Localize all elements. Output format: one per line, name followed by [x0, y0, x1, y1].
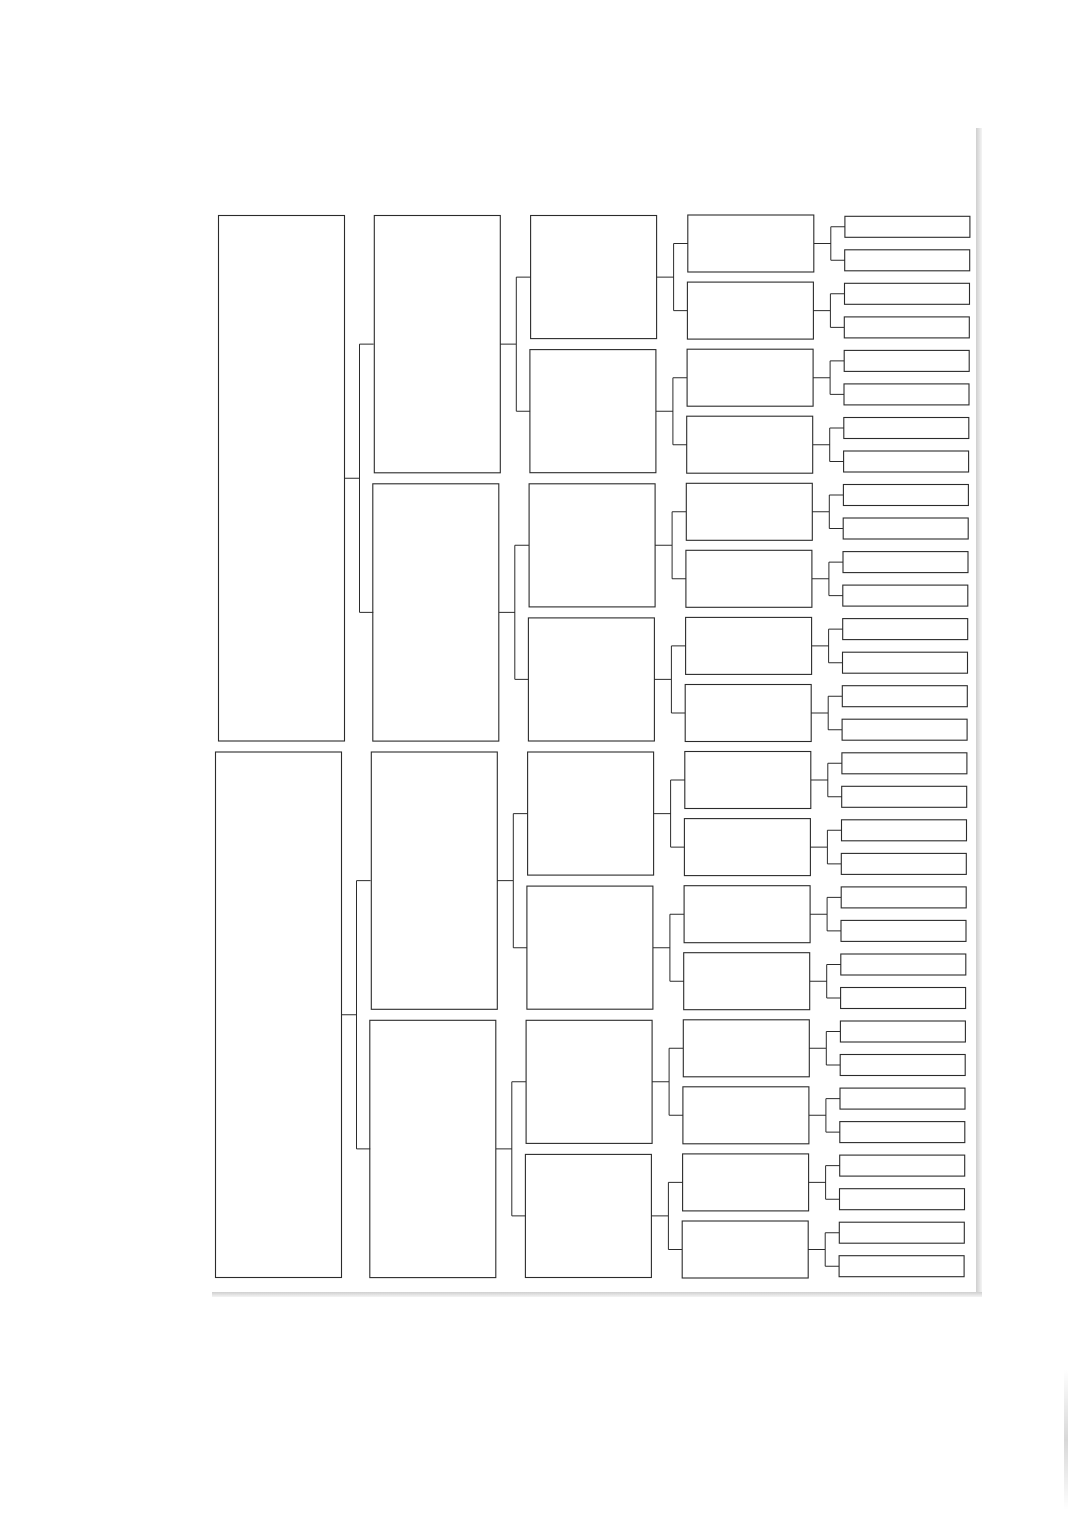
person-box-gen5-25	[840, 1021, 965, 1042]
person-box-gen5-31	[839, 1222, 964, 1243]
person-box-gen5-20	[841, 853, 966, 874]
person-box-gen4-3	[687, 349, 813, 406]
connector-gen4-14	[809, 1099, 840, 1133]
person-box-gen3-8	[525, 1154, 651, 1277]
person-box-gen4-8	[685, 685, 811, 742]
person-box-gen5-3	[845, 283, 970, 304]
person-box-gen5-18	[842, 786, 967, 807]
person-box-gen4-1	[688, 215, 814, 272]
connector-gen4-10	[810, 830, 841, 864]
person-box-gen5-12	[843, 585, 968, 606]
connector-gen4-3	[813, 361, 844, 395]
connector-gen3-6	[653, 914, 684, 981]
person-box-gen5-24	[841, 988, 966, 1009]
person-box-gen5-32	[839, 1256, 964, 1277]
person-box-gen5-6	[844, 384, 969, 405]
person-box-gen2-2	[373, 484, 499, 741]
person-box-gen5-19	[842, 820, 967, 841]
person-box-gen4-10	[684, 819, 810, 876]
person-box-gen5-27	[840, 1088, 965, 1109]
person-box-gen5-2	[845, 250, 970, 271]
person-box-gen5-21	[841, 887, 966, 908]
person-box-gen5-13	[843, 619, 968, 640]
person-box-gen2-1	[374, 216, 500, 473]
connector-gen2-2	[499, 545, 529, 679]
person-box-gen5-5	[844, 350, 969, 371]
connector-gen3-1	[657, 244, 688, 311]
connector-gen3-7	[652, 1048, 683, 1115]
connector-gen1-1	[345, 344, 374, 612]
person-box-gen5-15	[842, 686, 967, 707]
person-box-gen3-3	[529, 484, 655, 607]
connector-gen4-12	[810, 965, 841, 999]
connector-gen1-2	[342, 881, 371, 1149]
person-box-gen3-2	[530, 350, 656, 473]
person-box-gen5-10	[843, 518, 968, 539]
connector-gen4-15	[809, 1166, 840, 1200]
connector-gen3-3	[655, 512, 686, 579]
person-box-gen4-15	[683, 1154, 809, 1211]
person-box-gen3-1	[531, 216, 657, 339]
person-box-gen4-16	[682, 1221, 808, 1278]
connector-gen2-3	[497, 814, 527, 948]
person-box-gen3-4	[528, 618, 654, 741]
connector-gen4-4	[813, 428, 844, 462]
person-box-gen2-3	[371, 752, 497, 1009]
person-box-gen4-13	[683, 1020, 809, 1077]
person-box-gen4-5	[686, 483, 812, 540]
person-box-gen5-14	[843, 652, 968, 673]
person-box-gen3-7	[526, 1020, 652, 1143]
connector-gen4-2	[813, 294, 844, 328]
person-box-gen5-17	[842, 753, 967, 774]
connector-gen4-8	[811, 696, 842, 730]
person-box-gen5-23	[841, 954, 966, 975]
person-box-gen5-28	[840, 1122, 965, 1143]
connector-gen4-9	[811, 763, 842, 797]
connector-gen2-1	[500, 277, 530, 411]
person-box-gen5-22	[841, 920, 966, 941]
person-box-gen5-8	[844, 451, 969, 472]
connector-gen4-16	[808, 1233, 839, 1267]
connector-gen3-4	[654, 646, 685, 713]
person-box-gen4-6	[686, 550, 812, 607]
connector-gen3-5	[654, 780, 685, 847]
connector-gen4-5	[812, 495, 843, 529]
person-box-gen3-5	[528, 752, 654, 875]
person-box-gen3-6	[527, 886, 653, 1009]
connector-gen4-11	[810, 897, 841, 931]
person-box-gen4-11	[684, 886, 810, 943]
person-box-gen5-29	[840, 1155, 965, 1176]
connector-gen3-2	[656, 378, 687, 445]
person-box-gen5-30	[840, 1189, 965, 1210]
connector-gen4-7	[812, 629, 843, 663]
person-box-gen1-1	[219, 216, 345, 742]
person-box-gen5-11	[843, 552, 968, 573]
connector-gen4-6	[812, 562, 843, 596]
person-box-gen4-14	[683, 1087, 809, 1144]
person-box-gen4-7	[686, 617, 812, 674]
connector-gen3-8	[651, 1182, 682, 1249]
person-box-gen5-16	[842, 719, 967, 740]
person-box-gen5-1	[845, 216, 970, 237]
person-box-gen5-7	[844, 418, 969, 439]
person-box-gen1-2	[216, 752, 342, 1278]
person-box-gen4-4	[687, 416, 813, 473]
connector-gen2-4	[496, 1082, 526, 1216]
person-box-gen4-2	[687, 282, 813, 339]
connector-gen4-13	[809, 1032, 840, 1066]
person-box-gen5-4	[844, 317, 969, 338]
person-box-gen4-12	[684, 953, 810, 1010]
person-box-gen2-4	[370, 1020, 496, 1277]
person-box-gen5-9	[843, 485, 968, 506]
person-box-gen4-9	[685, 752, 811, 809]
person-box-gen5-26	[840, 1055, 965, 1076]
connector-gen4-1	[814, 227, 845, 260]
